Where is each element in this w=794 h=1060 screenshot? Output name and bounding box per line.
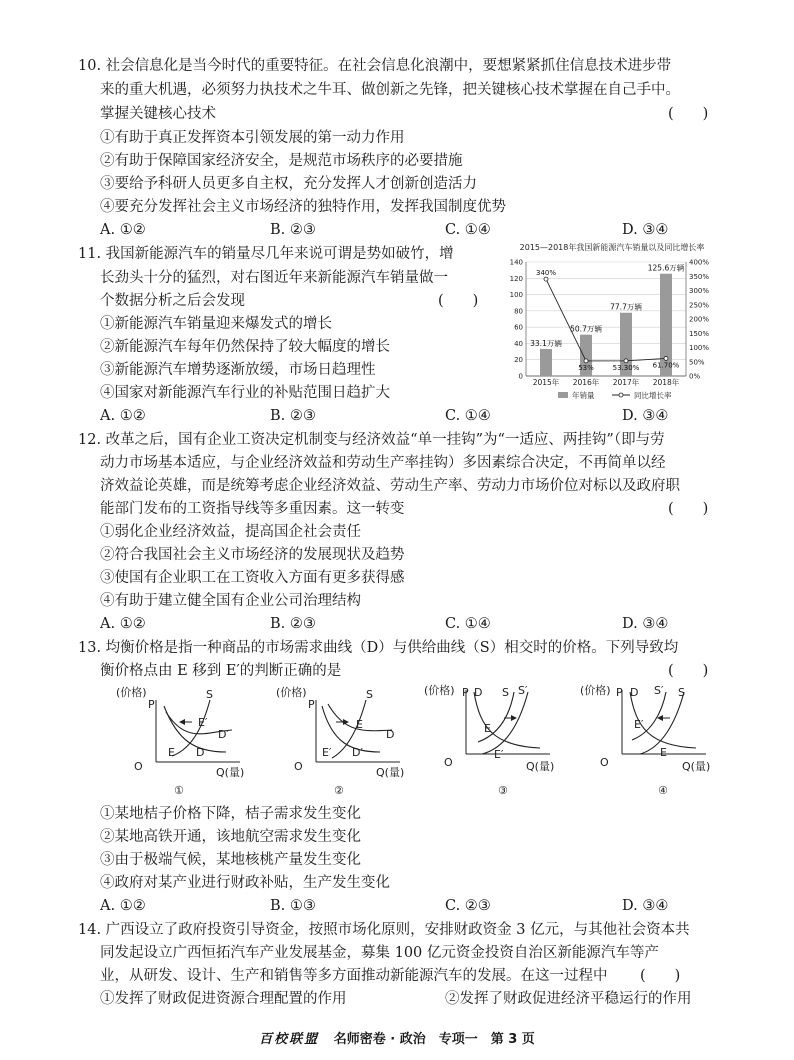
q11-choice-a: A. ①② xyxy=(100,408,146,424)
chart-category-label: 2018年 xyxy=(652,378,680,387)
graph-4-s-label: S xyxy=(678,686,685,699)
graph-1-origin: O xyxy=(134,760,143,773)
q12-stem-line-4: 能部门发布的工资指导线等多重因素。这一转变 xyxy=(100,501,405,517)
q10-choice-b: B. ②③ xyxy=(270,222,316,238)
chart-right-tick: 400% xyxy=(689,258,710,267)
q12-option-1: ①弱化企业经济效益，提高国企社会责任 xyxy=(100,524,361,540)
q10-option-1: ①有助于真正发挥资本引领发展的第一动力作用 xyxy=(100,130,405,146)
graph-1-e2-label: E′ xyxy=(198,716,208,729)
q12-choice-b: B. ②③ xyxy=(270,616,316,632)
chart-right-tick: 350% xyxy=(689,272,710,281)
q11-stem-line-3: 个数据分析之后会发现 xyxy=(100,293,245,309)
graph-1-d-label: D xyxy=(196,746,205,759)
chart-category-label: 2017年 xyxy=(612,378,640,387)
chart-right-tick: 100% xyxy=(689,344,710,352)
chart-growth-point xyxy=(584,359,588,363)
chart-category-label: 2016年 xyxy=(572,378,600,387)
q14-option-2: ②发挥了财政促进经济平稳运行的作用 xyxy=(445,991,692,1007)
q12-stem-line-2: 动力市场基本适应，与企业经济效益和劳动生产率挂钩）多因素综合决定，不再简单以经 xyxy=(100,455,666,471)
chart-growth-point xyxy=(664,356,668,360)
graph-3-number: ③ xyxy=(498,784,508,797)
graph-3-q-label: Q(量) xyxy=(526,760,555,773)
graph-2-d2-label: D′ xyxy=(352,746,363,759)
graph-1-number: ① xyxy=(174,784,184,797)
q12-answer-bracket: ( ) xyxy=(668,501,709,517)
graph-4-supply-s xyxy=(640,692,684,754)
chart-legend-bar-label: 年销量 xyxy=(572,391,595,400)
chart-bar xyxy=(540,349,552,376)
q13-option-1: ①某地桔子价格下降，桔子需求发生变化 xyxy=(100,806,361,822)
q14-answer-bracket: ( ) xyxy=(640,968,681,984)
graph-1-p-label: P xyxy=(148,698,155,711)
q10-answer-bracket: ( ) xyxy=(668,106,709,122)
q12-option-2: ②符合我国社会主义市场经济的发展现状及趋势 xyxy=(100,547,405,563)
footer-brand: 百校联盟 xyxy=(259,1032,320,1047)
graph-4-q-label: Q(量) xyxy=(682,760,711,773)
q12-option-4: ④有助于建立健全国有企业公司治理结构 xyxy=(100,593,361,609)
q11-option-4: ④国家对新能源汽车行业的补贴范围日趋扩大 xyxy=(100,385,390,401)
graph-2-e2-label: E′ xyxy=(322,746,332,759)
sales-chart xyxy=(500,240,724,404)
q12-choice-d: D. ③④ xyxy=(622,616,669,632)
chart-bar-label: 33.1万辆 xyxy=(530,339,562,349)
q10-stem-line-3: 掌握关键核心技术 xyxy=(100,106,216,122)
chart-right-tick: 200% xyxy=(689,315,710,324)
q14-stem-line-1: 14. 广西设立了政府投资引导资金，按照市场化原则，安排财政资金 3 亿元，与其他社会资本共 xyxy=(78,922,690,938)
graph-1-d2-label: D′ xyxy=(218,728,229,741)
graph-4-e2-label: E′ xyxy=(634,718,644,731)
chart-bar-label: 77.7万辆 xyxy=(610,302,642,312)
q13-choice-c: C. ②③ xyxy=(445,898,491,914)
q12-choice-c: C. ①④ xyxy=(445,616,491,632)
q10-choice-c: C. ①④ xyxy=(445,222,491,238)
graph-2-d-label: D xyxy=(386,728,395,741)
q14-option-1: ①发挥了财政促进资源合理配置的作用 xyxy=(100,991,347,1007)
graph-2-origin: O xyxy=(294,760,303,773)
q11-choice-d: D. ③④ xyxy=(622,408,669,424)
graph-3-s-label: S xyxy=(502,686,509,699)
q11-stem-line-2: 长劲头十分的猛烈，对右图近年来新能源汽车销量做一 xyxy=(100,270,448,286)
q10-choice-d: D. ③④ xyxy=(622,222,669,238)
q10-choice-a: A. ①② xyxy=(100,222,146,238)
q11-stem-line-1: 11. 我国新能源汽车的销量尽几年来说可谓是势如破竹，增 xyxy=(78,246,454,262)
graph-4 xyxy=(580,683,710,797)
q11-option-1: ①新能源汽车销量迎来爆发式的增长 xyxy=(100,316,332,332)
q13-choice-a: A. ①② xyxy=(100,898,146,914)
chart-category-label: 2015年 xyxy=(532,378,560,387)
chart-right-tick: 250% xyxy=(689,301,710,310)
q11-choice-c: C. ①④ xyxy=(445,408,491,424)
graph-2-price-label: (价格) xyxy=(276,686,307,699)
graph-2 xyxy=(276,685,404,797)
q12-option-3: ③使国有企业职工在工资收入方面有更多获得感 xyxy=(100,570,405,586)
q10-option-2: ②有助于保障国家经济安全，是规范市场秩序的必要措施 xyxy=(100,153,463,169)
q13-answer-bracket: ( ) xyxy=(668,663,709,679)
chart-bar-label: 50.7万辆 xyxy=(570,324,602,334)
chart-right-tick: 300% xyxy=(689,287,710,295)
q11-option-3: ③新能源汽车增势逐渐放缓，市场日趋理性 xyxy=(100,362,376,378)
graph-2-e-label: E xyxy=(356,718,363,731)
chart-legend-line-marker xyxy=(619,393,623,397)
chart-growth-label: 340% xyxy=(535,269,557,278)
q13-option-2: ②某地高铁开通，该地航空需求发生变化 xyxy=(100,829,361,845)
graph-2-p-label: P xyxy=(308,698,315,711)
q13-choice-d: D. ③④ xyxy=(622,898,669,914)
graph-2-number: ② xyxy=(334,784,344,797)
q11-option-2: ②新能源汽车每年仍然保持了较大幅度的增长 xyxy=(100,339,390,355)
graph-1-e-label: E xyxy=(168,746,175,759)
graph-1-price-label: (价格) xyxy=(116,686,147,699)
graph-4-d-label: D xyxy=(630,686,639,699)
chart-growth-label: 53.30% xyxy=(612,363,640,372)
page-footer xyxy=(0,1028,794,1047)
chart-left-tick: 0 xyxy=(518,372,523,381)
chart-growth-point xyxy=(624,359,628,363)
q14-stem-line-2: 同发起设立广西恒拓汽车产业发展基金，募集 100 亿元资金投资自治区新能源汽车等产 xyxy=(100,945,659,961)
graph-4-origin: O xyxy=(600,756,609,769)
graph-3-price-label: (价格) xyxy=(424,684,455,697)
graph-3-e-label: E xyxy=(484,722,491,735)
graph-3-s2-label: S′ xyxy=(518,684,528,697)
chart-growth-line xyxy=(546,279,666,361)
q11-choice-b: B. ②③ xyxy=(270,408,316,424)
q13-stem-line-1: 13. 均衡价格是指一种商品的市场需求曲线（D）与供给曲线（S）相交时的价格。下列导致均 xyxy=(78,640,679,656)
chart-left-tick: 120 xyxy=(509,274,523,283)
chart-growth-label: 61.70% xyxy=(652,361,680,370)
supply-demand-graphs xyxy=(100,682,730,804)
graph-1-q-label: Q(量) xyxy=(216,766,245,779)
chart-left-tick: 100 xyxy=(509,291,523,300)
graph-3-d-label: D xyxy=(474,686,483,699)
graph-1-s-label: S xyxy=(206,688,213,701)
chart-right-tick: 0% xyxy=(689,372,701,381)
q13-stem-line-2: 衡价格点由 E 移到 E′的判断正确的是 xyxy=(100,663,342,679)
chart-title: 2015—2018年我国新能源汽车销量以及同比增长率 xyxy=(519,243,705,252)
graph-3-origin: O xyxy=(444,756,453,769)
chart-left-tick: 60 xyxy=(514,323,523,332)
graph-3-p-label: P xyxy=(462,686,469,699)
q13-option-4: ④政府对某产业进行财政补贴，生产发生变化 xyxy=(100,875,390,891)
chart-left-tick: 80 xyxy=(514,307,523,316)
graph-4-e-label: E xyxy=(660,746,667,759)
q12-stem-line-3: 济效益论英雄，而是统筹考虑企业经济效益、劳动生产率、劳动力市场价位对标以及政府职 xyxy=(100,478,680,494)
graph-1 xyxy=(116,685,244,797)
q10-stem-line-1: 10. 社会信息化是当今时代的重要特征。在社会信息化浪潮中，要想紧紧抓住信息技术进步带 xyxy=(78,58,672,74)
chart-left-tick: 20 xyxy=(514,356,523,365)
graph-3 xyxy=(424,683,554,797)
q12-choice-a: A. ①② xyxy=(100,616,146,632)
graph-4-number: ④ xyxy=(658,784,668,797)
chart-growth-label: 53% xyxy=(578,363,594,372)
q11-answer-bracket: ( ) xyxy=(438,293,479,309)
q10-stem-line-2: 来的重大机遇，必须努力执技术之牛耳、做创新之先锋，把关键核心技术掌握在自己手中。 xyxy=(100,82,680,98)
chart-legend-bar-swatch xyxy=(558,392,568,398)
chart-right-tick: 150% xyxy=(689,329,710,338)
graph-2-s-label: S xyxy=(366,688,373,701)
chart-bar-label: 125.6万辆 xyxy=(647,263,685,273)
footer-text: 名师密卷 · 政治 专项一 第 3 页 xyxy=(333,1032,535,1047)
q14-stem-line-3: 业，从研发、设计、生产和销售等多方面推动新能源汽车的发展。在这一过程中 xyxy=(100,968,608,984)
q12-stem-line-1: 12. 改革之后，国有企业工资决定机制变与经济效益“单一挂钩”为“一适应、两挂钩”（即与劳 xyxy=(78,432,665,448)
chart-right-tick: 50% xyxy=(689,358,705,367)
chart-left-tick: 140 xyxy=(509,258,523,267)
chart-legend-line-label: 同比增长率 xyxy=(634,391,672,400)
chart-growth-point xyxy=(544,277,548,281)
q10-option-3: ③要给予科研人员更多自主权，充分发挥人才创新创造活力 xyxy=(100,176,477,192)
graph-3-e2-label: E′ xyxy=(494,748,504,761)
q13-option-3: ③由于极端气候，某地核桃产量发生变化 xyxy=(100,852,361,868)
q13-choice-b: B. ①③ xyxy=(270,898,316,914)
graph-2-q-label: Q(量) xyxy=(376,766,405,779)
graph-4-p-label: P xyxy=(616,686,623,699)
chart-left-tick: 40 xyxy=(514,339,523,348)
graph-4-s2-label: S′ xyxy=(654,684,664,697)
graph-4-price-label: (价格) xyxy=(580,684,611,697)
q10-option-4: ④要充分发挥社会主义市场经济的独特作用，发挥我国制度优势 xyxy=(100,199,506,215)
